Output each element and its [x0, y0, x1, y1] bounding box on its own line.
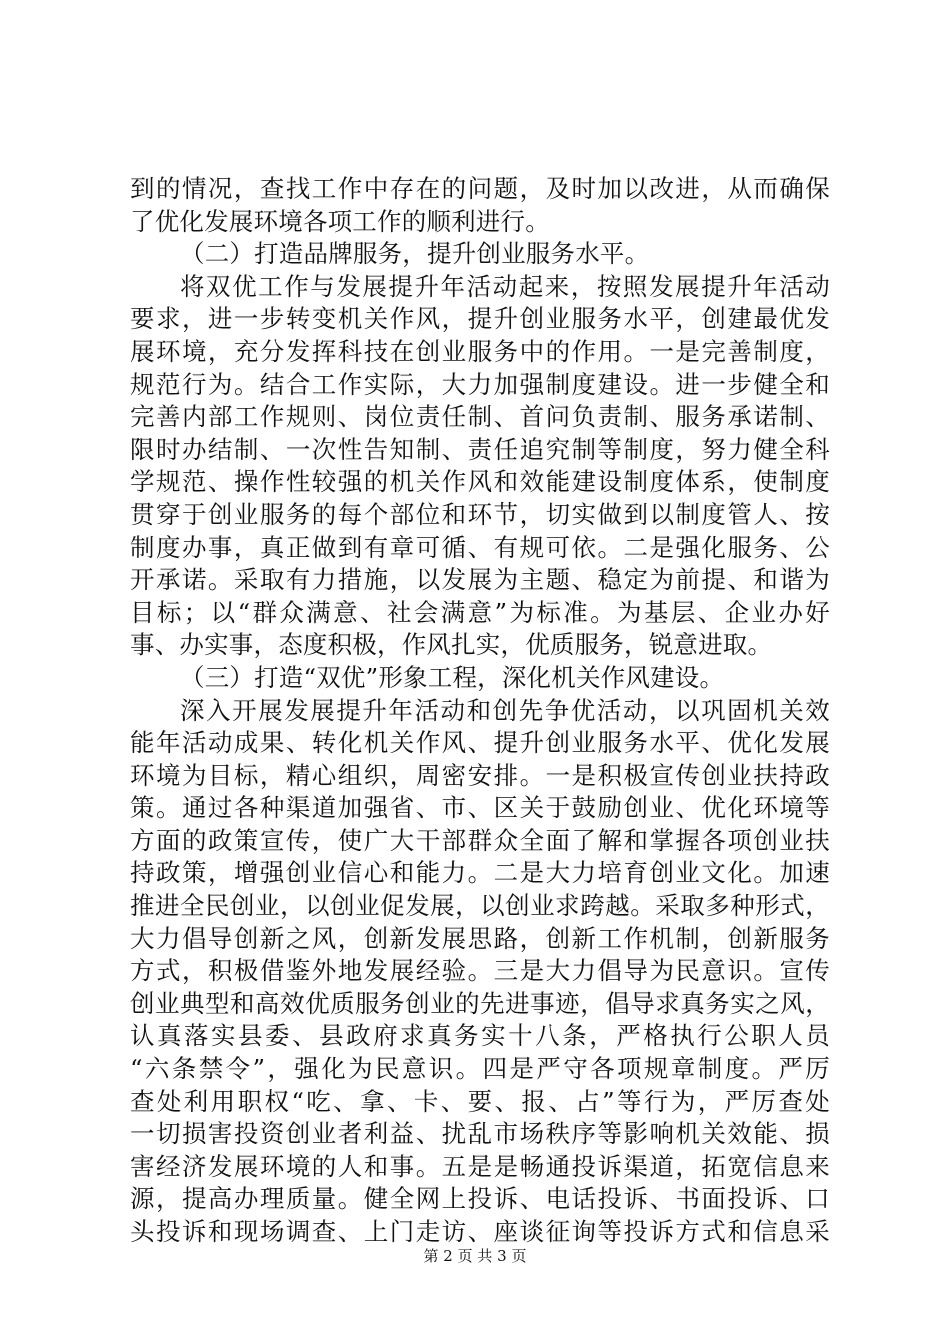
- text-line: 方面的政策宣传，使广大干部群众全面了解和掌握各项创业扶: [130, 825, 830, 855]
- text-line: 学规范、操作性较强的机关作风和效能建设制度体系，使制度: [130, 467, 830, 497]
- text-line: 贯穿于创业服务的每个部位和环节，切实做到以制度管人、按: [130, 499, 830, 529]
- text-line: 制度办事，真正做到有章可循、有规可依。二是强化服务、公: [130, 532, 830, 562]
- text-line: （二）打造品牌服务，提升创业服务水平。: [180, 239, 650, 269]
- text-line: 事、办实事，态度积极，作风扎实，优质服务，锐意进取。: [130, 630, 773, 660]
- text-line: 深入开展发展提升年活动和创先争优活动，以巩固机关效: [180, 695, 830, 725]
- text-line: 开承诺。采取有力措施，以发展为主题、稳定为前提、和谐为: [130, 565, 830, 595]
- text-line: 了优化发展环境各项工作的顺利进行。: [130, 206, 550, 236]
- text-line: 一切损害投资创业者利益、扰乱市场秩序等影响机关效能、损: [130, 1119, 830, 1149]
- text-line: 要求，进一步转变机关作风，提升创业服务水平，创建最优发: [130, 304, 830, 334]
- text-line: 大力倡导创新之风，创新发展思路，创新工作机制，创新服务: [130, 923, 830, 953]
- text-line: 限时办结制、一次性告知制、责任追究制等制度，努力健全科: [130, 434, 830, 464]
- text-line: 到的情况，查找工作中存在的问题，及时加以改进，从而确保: [130, 174, 830, 203]
- text-line: 推进全民创业，以创业促发展，以创业求跨越。采取多种形式，: [130, 891, 830, 921]
- text-line: 认真落实县委、县政府求真务实十八条，严格执行公职人员: [130, 1021, 830, 1051]
- text-line: 创业典型和高效优质服务创业的先进事迹，倡导求真务实之风，: [130, 988, 830, 1018]
- text-line: 源，提高办理质量。健全网上投诉、电话投诉、书面投诉、口: [130, 1184, 830, 1214]
- text-line: 持政策，增强创业信心和能力。二是大力培育创业文化。加速: [130, 858, 830, 888]
- text-line: 方式，积极借鉴外地发展经验。三是大力倡导为民意识。宣传: [130, 956, 830, 986]
- document-body: [130, 173, 830, 1249]
- page-footer: 第 2 页 共 3 页: [423, 1247, 527, 1265]
- text-line: 完善内部工作规则、岗位责任制、首问负责制、服务承诺制、: [130, 402, 830, 432]
- text-line: 环境为目标，精心组织，周密安排。一是积极宣传创业扶持政: [130, 760, 830, 790]
- text-line: （三）打造“双优”形象工程，深化机关作风建设。: [180, 662, 725, 692]
- text-line: 害经济发展环境的人和事。五是是畅通投诉渠道，拓宽信息来: [130, 1151, 830, 1181]
- text-line: 规范行为。结合工作实际，大力加强制度建设。进一步健全和: [130, 369, 830, 399]
- text-line: 能年活动成果、转化机关作风、提升创业服务水平、优化发展: [130, 728, 830, 758]
- text-line: 策。通过各种渠道加强省、市、区关于鼓励创业、优化环境等: [130, 793, 830, 823]
- text-line: 将双优工作与发展提升年活动起来，按照发展提升年活动: [180, 271, 830, 301]
- text-line: 展环境，充分发挥科技在创业服务中的作用。一是完善制度，: [130, 336, 830, 366]
- text-line: “六条禁令”，强化为民意识。四是严守各项规章制度。严厉: [130, 1054, 830, 1084]
- text-line: 查处利用职权“吃、拿、卡、要、报、占”等行为，严厉查处: [130, 1086, 830, 1116]
- text-line: 目标；以“群众满意、社会满意”为标准。为基层、企业办好: [130, 597, 830, 627]
- text-line: 头投诉和现场调查、上门走访、座谈征询等投诉方式和信息采: [130, 1217, 830, 1246]
